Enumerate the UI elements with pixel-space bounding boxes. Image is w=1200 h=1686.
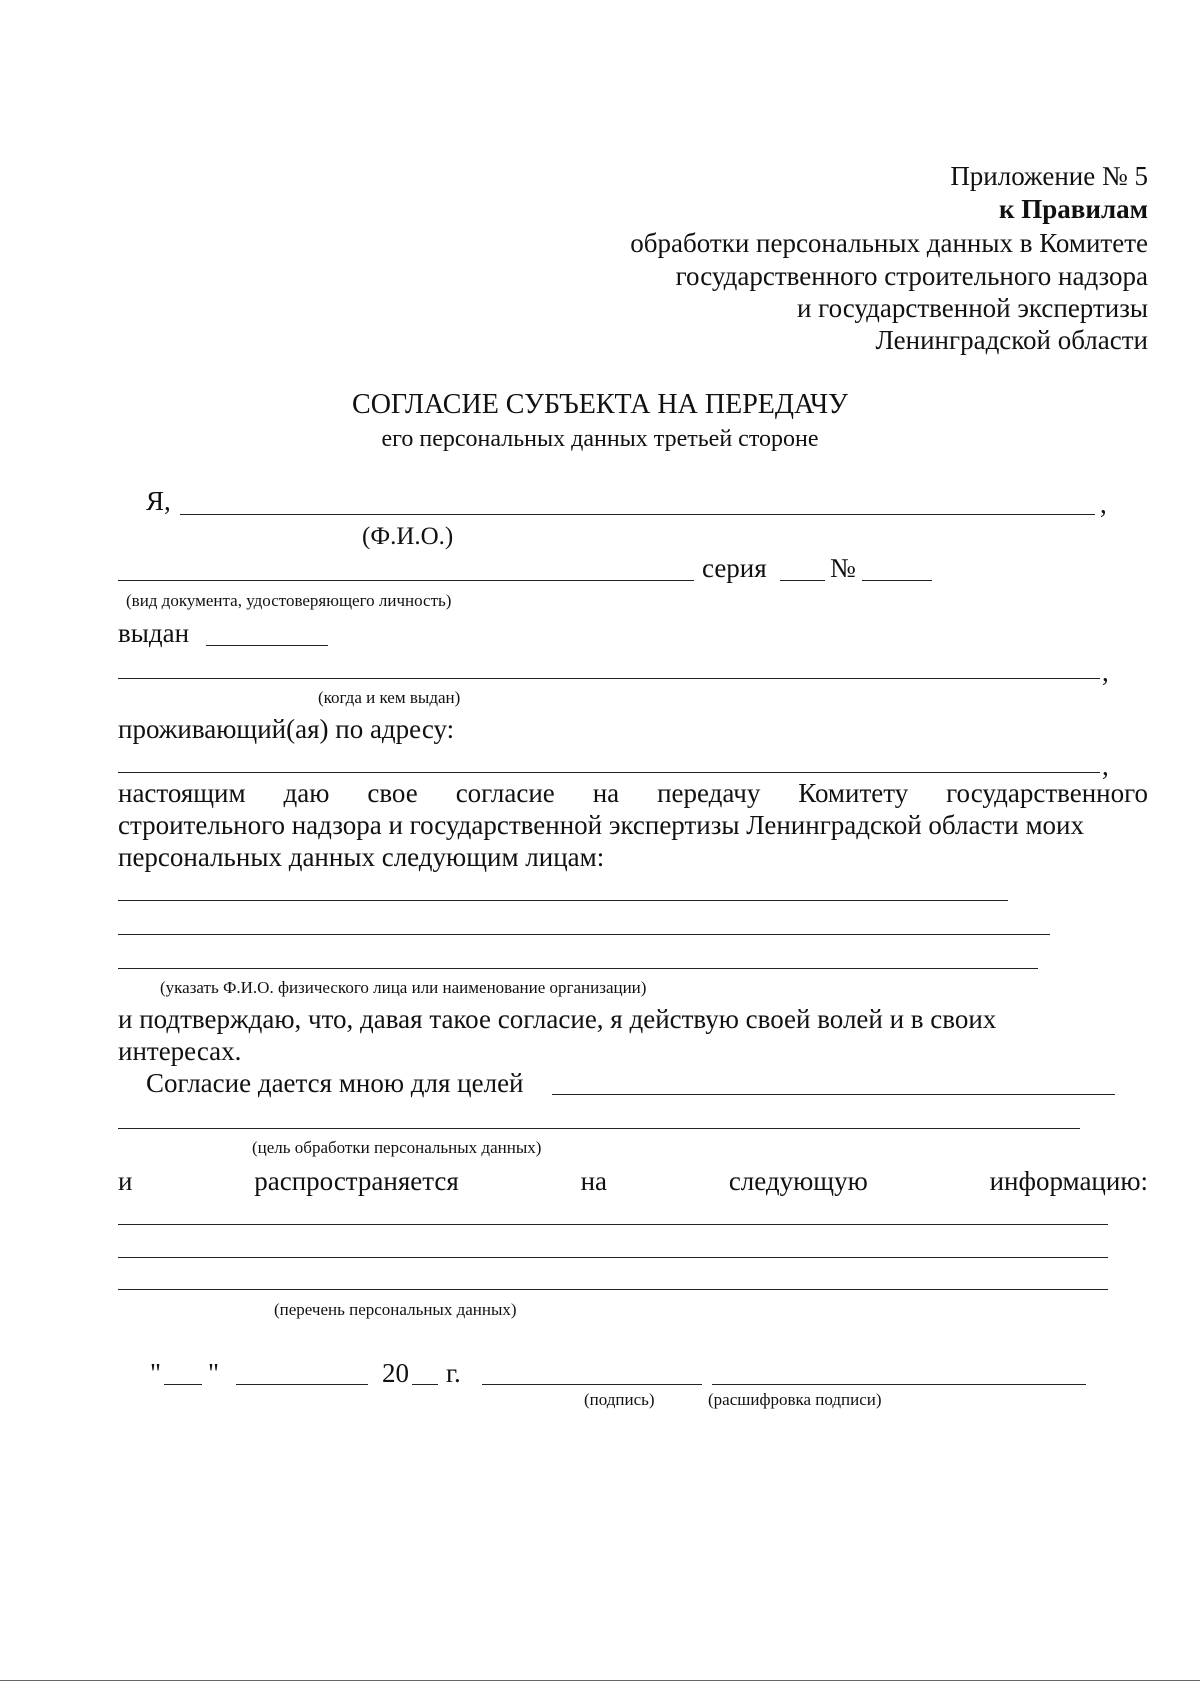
purpose-caption: (цель обработки персональных данных) [252, 1138, 542, 1157]
fio-caption: (Ф.И.О.) [362, 523, 454, 550]
appendix-line-3: обработки персональных данных в Комитете [630, 228, 1148, 258]
data-list-line-2[interactable] [118, 1257, 1108, 1258]
third-party-line-1[interactable] [118, 900, 1008, 901]
data-list-caption: (перечень персональных данных) [274, 1300, 517, 1319]
signature-caption: (подпись) [584, 1390, 655, 1409]
signature-decoding-caption: (расшифровка подписи) [708, 1390, 882, 1409]
appendix-number: Приложение № 5 [950, 161, 1148, 191]
info-line: и распространяется на следующую информацию: [118, 1166, 1149, 1196]
third-party-line-2[interactable] [118, 934, 1050, 935]
consent-line-2: строительного надзора и государственной экспертизы Ленинградской области моих [118, 810, 1084, 840]
date-quote-close: " [208, 1358, 220, 1388]
year-line[interactable] [412, 1384, 438, 1385]
number-label: № [830, 553, 856, 583]
issued-comma: , [1102, 657, 1109, 687]
issued-label: выдан [118, 618, 190, 648]
data-list-line-3[interactable] [118, 1289, 1108, 1290]
issued-short-line[interactable] [206, 645, 328, 646]
id-document-line[interactable] [118, 580, 694, 581]
ya-label: Я, [146, 486, 171, 516]
series-line[interactable] [780, 580, 825, 581]
date-quote-open: " [150, 1358, 162, 1388]
purpose-line-2[interactable] [118, 1128, 1080, 1129]
address-line[interactable] [118, 772, 1100, 773]
address-comma: , [1102, 751, 1109, 781]
series-label: серия [702, 553, 767, 583]
purpose-label: Согласие дается мною для целей [146, 1068, 524, 1098]
third-party-line-3[interactable] [118, 968, 1038, 969]
month-line[interactable] [236, 1384, 368, 1385]
year-prefix: 20 [382, 1358, 409, 1388]
issued-full-line[interactable] [118, 678, 1100, 679]
appendix-rules: к Правилам [998, 194, 1148, 224]
appendix-line-4: государственного строительного надзора [675, 261, 1148, 291]
fio-line[interactable] [180, 514, 1095, 515]
issued-caption: (когда и кем выдан) [318, 688, 461, 707]
fio-comma: , [1100, 489, 1107, 519]
document-title: СОГЛАСИЕ СУБЪЕКТА НА ПЕРЕДАЧУ [352, 389, 848, 420]
purpose-line-1[interactable] [552, 1094, 1115, 1095]
appendix-line-5: и государственной экспертизы [796, 293, 1148, 323]
scan-bottom-edge [0, 1680, 1200, 1681]
day-line[interactable] [164, 1384, 202, 1385]
number-line[interactable] [862, 580, 932, 581]
confirm-line-2: интересах. [118, 1036, 242, 1066]
confirm-line-1: и подтверждаю, что, давая такое согласие, я действую своей волей и в своих [118, 1004, 997, 1034]
year-suffix: г. [446, 1358, 461, 1388]
signature-line[interactable] [482, 1384, 702, 1385]
third-party-caption: (указать Ф.И.О. физического лица или наименование организации) [160, 978, 647, 997]
consent-line-3: персональных данных следующим лицам: [118, 842, 605, 872]
address-label: проживающий(ая) по адресу: [118, 714, 455, 744]
id-document-caption: (вид документа, удостоверяющего личность) [126, 591, 452, 610]
consent-line-1: настоящим даю свое согласие на передачу Комитету государственного [118, 778, 1149, 808]
data-list-line-1[interactable] [118, 1224, 1108, 1225]
appendix-line-6: Ленинградской области [875, 325, 1148, 355]
document-subtitle: его персональных данных третьей стороне [381, 426, 819, 452]
signature-decoding-line[interactable] [712, 1384, 1086, 1385]
